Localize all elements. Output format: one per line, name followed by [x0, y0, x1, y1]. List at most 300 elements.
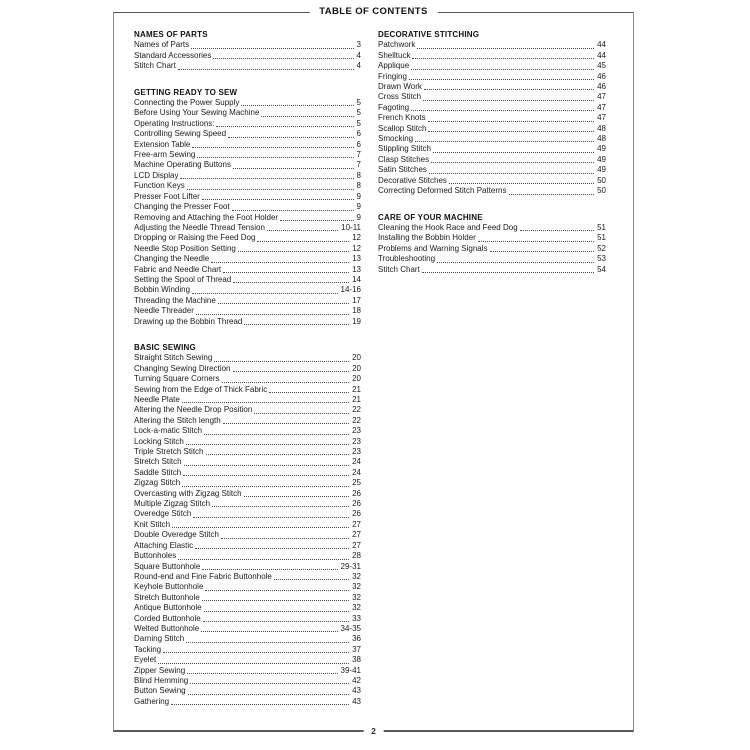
- toc-entry: [378, 72, 606, 82]
- toc-leader-dots: [409, 78, 594, 80]
- toc-entry-page: 20: [352, 374, 361, 384]
- toc-entry-label: Drawn Work: [378, 82, 422, 92]
- toc-section-heading: DECORATIVE STITCHING: [378, 30, 480, 39]
- toc-entry: [134, 353, 361, 363]
- toc-entry-page: 28: [352, 551, 361, 561]
- toc-entry: [134, 541, 361, 551]
- toc-entry-page: 32: [352, 603, 361, 613]
- toc-entry: [134, 395, 361, 405]
- toc-entry: [134, 468, 361, 478]
- toc-entry: [378, 233, 606, 243]
- toc-leader-dots: [186, 641, 349, 643]
- toc-entry-page: 50: [597, 175, 606, 185]
- toc-entry-label: Decorative Stitches: [378, 175, 447, 185]
- toc-entry: [134, 478, 361, 488]
- toc-entry-label: Straight Stitch Sewing: [134, 353, 213, 363]
- toc-entry-page: 21: [352, 395, 361, 404]
- toc-entry-page: 6: [356, 129, 361, 139]
- toc-entry-page: 9: [356, 212, 361, 222]
- toc-entry: [378, 61, 606, 71]
- toc-leader-dots: [206, 453, 350, 455]
- toc-entry-label: Sewing from the Edge of Thick Fabric: [134, 384, 268, 394]
- toc-section-heading: GETTING READY TO SEW: [134, 87, 238, 97]
- toc-entry-page: 7: [356, 160, 361, 170]
- toc-leader-dots: [257, 240, 349, 242]
- toc-entry-page: 32: [352, 571, 361, 581]
- toc-entry: [378, 103, 606, 113]
- toc-entry-page: 49: [597, 154, 606, 164]
- toc-entry-page: 27: [352, 530, 361, 540]
- toc-entry-page: 5: [356, 118, 361, 128]
- toc-entry-label: Triple Stretch Stitch: [134, 447, 204, 457]
- toc-entry: [134, 119, 361, 129]
- toc-entry-page: 54: [597, 264, 606, 274]
- toc-entry-label: Free-arm Sewing: [134, 150, 196, 160]
- toc-entry: [134, 108, 361, 118]
- toc-entry-label: Patchwork: [378, 40, 416, 50]
- toc-entry: [134, 634, 361, 644]
- toc-entry-label: Fagoting: [378, 102, 410, 112]
- toc-section: [134, 30, 361, 72]
- toc-leader-dots: [211, 261, 349, 263]
- toc-leader-dots: [269, 391, 349, 393]
- toc-entry-label: Needle Stop Position Setting: [134, 243, 236, 253]
- toc-leader-dots: [412, 57, 594, 59]
- toc-entry: [134, 593, 361, 603]
- toc-entry: [378, 134, 606, 144]
- toc-entry-page: 46: [597, 82, 606, 92]
- toc-leader-dots: [172, 526, 349, 528]
- toc-entry: [134, 192, 361, 202]
- toc-leader-dots: [178, 558, 349, 560]
- toc-entry: [134, 666, 361, 676]
- toc-entry-page: 44: [597, 40, 606, 50]
- toc-entry-label: Standard Accessories: [134, 50, 212, 60]
- toc-entry: [134, 572, 361, 582]
- toc-entry-label: Stippling Stitch: [378, 144, 431, 154]
- toc-entry-page: 32: [352, 582, 361, 592]
- toc-column-right: [378, 30, 606, 275]
- toc-container: [113, 6, 634, 736]
- toc-entry: [134, 285, 361, 295]
- toc-entry-label: Satin Stitches: [378, 165, 427, 175]
- toc-leader-dots: [213, 57, 353, 59]
- toc-entry: [134, 364, 361, 374]
- toc-entry-page: 23: [352, 447, 361, 457]
- toc-entry-page: 5: [356, 108, 361, 118]
- toc-entry-page: 23: [352, 426, 361, 436]
- toc-leader-dots: [158, 662, 349, 664]
- toc-leader-dots: [192, 146, 353, 148]
- toc-leader-dots: [204, 433, 349, 435]
- toc-entry: [134, 223, 361, 233]
- toc-entry-page: 45: [597, 61, 606, 71]
- toc-entry-label: Removing and Attaching the Foot Holder: [134, 212, 279, 222]
- toc-entry: [134, 530, 361, 540]
- toc-entry-page: 22: [352, 405, 361, 415]
- toc-leader-dots: [228, 136, 353, 138]
- toc-entry-page: 12: [352, 243, 361, 253]
- toc-entry-label: Welted Buttonhole: [134, 623, 200, 633]
- toc-entry-page: 26: [352, 488, 361, 498]
- toc-entry: [134, 213, 361, 223]
- toc-entry: [378, 92, 606, 102]
- toc-entry-label: Altering the Stitch length: [134, 415, 221, 425]
- toc-entry: [134, 306, 361, 316]
- toc-entry: [134, 426, 361, 436]
- toc-entry-label: Turning Square Corners: [134, 374, 220, 384]
- toc-entry: [134, 457, 361, 467]
- toc-entry-label: Applique: [378, 61, 410, 71]
- toc-entry-label: Names of Parts: [134, 40, 190, 50]
- toc-entry-page: 9: [356, 202, 361, 212]
- toc-entry-page: 13: [352, 254, 361, 264]
- toc-entry-label: Function Keys: [134, 181, 185, 191]
- toc-entry-label: Drawing up the Bobbin Thread: [134, 316, 243, 326]
- toc-entry-page: 43: [352, 686, 361, 696]
- toc-entry-label: Bobbin Winding: [134, 285, 191, 295]
- toc-entry-page: 50: [597, 186, 606, 196]
- toc-entry-page: 10-11: [341, 222, 361, 232]
- toc-leader-dots: [180, 177, 353, 179]
- toc-entry-page: 23: [352, 436, 361, 446]
- toc-entry: [134, 416, 361, 426]
- toc-entry-label: Keyhole Buttonhole: [134, 582, 204, 592]
- toc-entry-page: 17: [352, 295, 361, 305]
- toc-leader-dots: [222, 381, 350, 383]
- toc-entry: [134, 150, 361, 160]
- toc-entry: [378, 144, 606, 154]
- toc-leader-dots: [214, 360, 349, 362]
- toc-entry: [134, 405, 361, 415]
- toc-leader-dots: [422, 271, 594, 273]
- toc-leader-dots: [431, 161, 594, 163]
- toc-entry: [134, 624, 361, 634]
- toc-entry-page: 25: [352, 478, 361, 488]
- toc-entry: [134, 499, 361, 509]
- toc-entry-page: 51: [597, 233, 606, 243]
- toc-entry: [378, 113, 606, 123]
- toc-entry-label: Double Overedge Stitch: [134, 530, 219, 540]
- toc-entry-page: 47: [597, 92, 606, 102]
- toc-leader-dots: [201, 630, 337, 632]
- page-number: 2: [363, 726, 384, 736]
- toc-entry: [134, 551, 361, 561]
- toc-entry-label: Blind Hemming: [134, 675, 189, 685]
- toc-entry: [134, 447, 361, 457]
- toc-leader-dots: [449, 182, 594, 184]
- toc-entry-page: 8: [356, 170, 361, 180]
- toc-leader-dots: [186, 443, 349, 445]
- toc-entry: [378, 265, 606, 275]
- toc-leader-dots: [218, 302, 349, 304]
- toc-entry-page: 36: [352, 634, 361, 644]
- toc-entry-page: 9: [356, 191, 361, 201]
- toc-entry-label: Changing the Presser Foot: [134, 202, 230, 212]
- toc-entry: [134, 676, 361, 686]
- toc-entry-label: Fabric and Needle Chart: [134, 264, 222, 274]
- toc-entry-label: Needle Plate: [134, 395, 180, 404]
- toc-entry-label: Fringing: [378, 71, 407, 81]
- toc-entry-page: 27: [352, 540, 361, 550]
- toc-entry-label: Locking Stitch: [134, 436, 184, 446]
- toc-entry: [134, 645, 361, 655]
- toc-leader-dots: [221, 537, 349, 539]
- toc-entry: [134, 317, 361, 327]
- toc-leader-dots: [183, 474, 349, 476]
- toc-leader-dots: [184, 464, 350, 466]
- toc-entry-label: Overedge Stitch: [134, 509, 192, 519]
- toc-entry-page: 26: [352, 509, 361, 519]
- toc-leader-dots: [232, 209, 354, 211]
- toc-entry-label: Darning Stitch: [134, 634, 185, 644]
- toc-entry-label: Attaching Elastic: [134, 540, 194, 550]
- toc-entry: [134, 160, 361, 170]
- toc-leader-dots: [216, 125, 353, 127]
- toc-leader-dots: [203, 620, 349, 622]
- toc-entry: [134, 129, 361, 139]
- toc-column-left: [134, 30, 361, 707]
- toc-entry-page: 18: [352, 306, 361, 316]
- toc-entry: [134, 51, 361, 61]
- toc-entry-label: Zigzag Stitch: [134, 478, 181, 488]
- toc-entry: [134, 40, 361, 50]
- toc-leader-dots: [417, 47, 594, 49]
- toc-entry: [134, 603, 361, 613]
- toc-entry: [378, 51, 606, 61]
- toc-entry-label: Altering the Needle Drop Position: [134, 405, 253, 415]
- toc-leader-dots: [223, 271, 349, 273]
- toc-entry: [134, 296, 361, 306]
- toc-entry-page: 6: [356, 139, 361, 149]
- toc-leader-dots: [254, 412, 349, 414]
- toc-entry-page: 26: [352, 499, 361, 509]
- toc-entry-page: 4: [356, 50, 361, 60]
- toc-leader-dots: [202, 198, 354, 200]
- toc-entry-label: Stretch Buttonhole: [134, 592, 200, 602]
- toc-entry-label: Correcting Deformed Stitch Patterns: [378, 186, 507, 196]
- toc-entry-label: Square Buttonhole: [134, 561, 201, 571]
- toc-entry: [134, 254, 361, 264]
- toc-entry: [378, 124, 606, 134]
- toc-entry-label: Extension Table: [134, 139, 191, 149]
- toc-entry: [134, 614, 361, 624]
- toc-entry: [134, 582, 361, 592]
- toc-entry-label: Smocking: [378, 134, 414, 144]
- toc-entry-page: 29-31: [340, 561, 361, 571]
- toc-section: [134, 88, 361, 327]
- toc-entry-label: Shelltuck: [378, 50, 411, 60]
- toc-entry-page: 27: [352, 519, 361, 529]
- toc-entry: [134, 374, 361, 384]
- toc-entry-page: 34-35: [340, 623, 361, 633]
- toc-entry-label: Scallop Stitch: [378, 123, 427, 133]
- toc-entry-label: Lock-a-matic Stitch: [134, 426, 203, 436]
- toc-entry-page: 33: [352, 613, 361, 623]
- toc-section-heading: NAMES OF PARTS: [134, 30, 208, 39]
- toc-leader-dots: [205, 589, 349, 591]
- toc-entry: [134, 489, 361, 499]
- toc-entry: [134, 655, 361, 665]
- toc-leader-dots: [429, 172, 594, 174]
- toc-leader-dots: [244, 323, 349, 325]
- toc-entry-page: 48: [597, 134, 606, 144]
- toc-leader-dots: [195, 547, 349, 549]
- toc-entry-label: Before Using Your Sewing Machine: [134, 108, 260, 118]
- toc-entry-page: 48: [597, 123, 606, 133]
- toc-entry: [134, 202, 361, 212]
- toc-leader-dots: [182, 401, 349, 403]
- toc-leader-dots: [192, 292, 337, 294]
- toc-entry-page: 49: [597, 144, 606, 154]
- toc-leader-dots: [163, 651, 349, 653]
- toc-entry-label: French Knots: [378, 113, 426, 123]
- toc-entry: [134, 385, 361, 395]
- toc-leader-dots: [233, 281, 349, 283]
- toc-entry: [134, 562, 361, 572]
- toc-entry-label: Threading the Machine: [134, 295, 216, 305]
- toc-entry-label: Saddle Stitch: [134, 467, 182, 477]
- toc-entry-page: 21: [352, 384, 361, 394]
- toc-entry-page: 20: [352, 353, 361, 363]
- toc-entry-label: Installing the Bobbin Holder: [378, 233, 476, 243]
- toc-leader-dots: [509, 193, 595, 195]
- toc-leader-dots: [274, 578, 349, 580]
- toc-leader-dots: [212, 505, 349, 507]
- toc-entry-label: Round-end and Fine Fabric Buttonhole: [134, 571, 272, 581]
- toc-entry: [134, 98, 361, 108]
- toc-leader-dots: [171, 703, 349, 705]
- toc-entry-label: Tacking: [134, 644, 162, 654]
- toc-entry-page: 7: [356, 150, 361, 160]
- toc-section: [378, 30, 606, 197]
- toc-leader-dots: [411, 109, 594, 111]
- toc-entry-page: 47: [597, 113, 606, 123]
- toc-entry-label: Setting the Spool of Thread: [134, 274, 232, 284]
- toc-leader-dots: [267, 229, 338, 231]
- toc-entry-page: 37: [352, 644, 361, 654]
- toc-entry-page: 47: [597, 102, 606, 112]
- toc-leader-dots: [191, 47, 353, 49]
- toc-leader-dots: [187, 672, 337, 674]
- toc-entry-page: 13: [352, 264, 361, 274]
- toc-entry: [134, 686, 361, 696]
- toc-entry-label: Buttonholes: [134, 551, 177, 561]
- toc-leader-dots: [204, 610, 349, 612]
- toc-leader-dots: [478, 240, 594, 242]
- toc-entry-label: Needle Threader: [134, 306, 194, 316]
- toc-entry: [134, 171, 361, 181]
- toc-leader-dots: [244, 495, 349, 497]
- toc-leader-dots: [197, 156, 353, 158]
- toc-columns: [134, 30, 606, 707]
- toc-leader-dots: [415, 140, 594, 142]
- toc-leader-dots: [490, 250, 595, 252]
- toc-entry-page: 22: [352, 415, 361, 425]
- toc-entry-page: 14: [352, 274, 361, 284]
- toc-entry-label: Stitch Chart: [378, 264, 420, 274]
- toc-entry-label: Presser Foot Lifter: [134, 191, 200, 201]
- toc-entry-label: Cleaning the Hook Race and Feed Dog: [378, 222, 518, 232]
- toc-entry: [134, 275, 361, 285]
- toc-leader-dots: [428, 130, 594, 132]
- toc-entry: [134, 509, 361, 519]
- toc-entry-page: 52: [597, 243, 606, 253]
- toc-entry: [378, 82, 606, 92]
- toc-entry: [378, 254, 606, 264]
- toc-entry-page: 53: [597, 254, 606, 264]
- toc-leader-dots: [233, 370, 350, 372]
- toc-entry-label: Connecting the Power Supply: [134, 98, 240, 108]
- toc-entry-label: Cross Stitch: [378, 92, 422, 102]
- toc-entry-label: Problems and Warning Signals: [378, 243, 488, 253]
- toc-entry-page: 24: [352, 467, 361, 477]
- toc-entry-label: Button Sewing: [134, 686, 186, 696]
- toc-entry-page: 39-41: [340, 665, 361, 675]
- toc-leader-dots: [238, 250, 349, 252]
- toc-entry: [378, 40, 606, 50]
- toc-entry: [134, 61, 361, 71]
- toc-leader-dots: [280, 219, 353, 221]
- toc-entry-page: 8: [356, 181, 361, 191]
- toc-entry-label: Knit Stitch: [134, 519, 171, 529]
- toc-entry-label: Clasp Stitches: [378, 154, 430, 164]
- toc-entry: [134, 520, 361, 530]
- toc-entry-page: 32: [352, 592, 361, 602]
- toc-entry: [378, 244, 606, 254]
- toc-leader-dots: [187, 188, 354, 190]
- toc-entry: [378, 165, 606, 175]
- toc-entry: [134, 265, 361, 275]
- toc-entry: [378, 186, 606, 196]
- toc-leader-dots: [428, 120, 595, 122]
- toc-entry-label: Multiple Zigzag Stitch: [134, 499, 211, 509]
- toc-leader-dots: [423, 99, 594, 101]
- page-title: TABLE OF CONTENTS: [309, 6, 437, 17]
- toc-entry: [134, 233, 361, 243]
- toc-entry-label: Adjusting the Needle Thread Tension: [134, 222, 265, 232]
- toc-leader-dots: [196, 313, 349, 315]
- toc-entry-page: 49: [597, 165, 606, 175]
- toc-entry-page: 24: [352, 457, 361, 467]
- toc-entry: [134, 140, 361, 150]
- toc-entry: [134, 697, 361, 707]
- toc-entry-label: Stitch Chart: [134, 61, 176, 71]
- toc-leader-dots: [233, 167, 354, 169]
- toc-entry-label: Troubleshooting: [378, 254, 436, 264]
- toc-section-heading: CARE OF YOUR MACHINE: [378, 212, 483, 222]
- toc-entry: [134, 181, 361, 191]
- toc-leader-dots: [202, 599, 349, 601]
- toc-leader-dots: [178, 68, 354, 70]
- toc-leader-dots: [193, 516, 349, 518]
- toc-leader-dots: [182, 485, 349, 487]
- toc-entry-page: 4: [356, 61, 361, 71]
- toc-leader-dots: [520, 229, 594, 231]
- toc-leader-dots: [411, 68, 594, 70]
- toc-leader-dots: [188, 693, 350, 695]
- toc-entry-label: Operating Instructions:: [134, 118, 215, 128]
- toc-entry-label: Zipper Sewing: [134, 665, 186, 675]
- toc-entry-label: Changing Sewing Direction: [134, 363, 231, 373]
- toc-entry-label: Machine Operating Buttons: [134, 160, 231, 170]
- toc-entry-label: Eyelet: [134, 655, 157, 665]
- toc-entry-page: 44: [597, 50, 606, 60]
- toc-leader-dots: [223, 422, 349, 424]
- toc-entry: [134, 244, 361, 254]
- toc-leader-dots: [202, 568, 337, 570]
- toc-entry-label: Overcasting with Zigzag Stitch: [134, 488, 242, 498]
